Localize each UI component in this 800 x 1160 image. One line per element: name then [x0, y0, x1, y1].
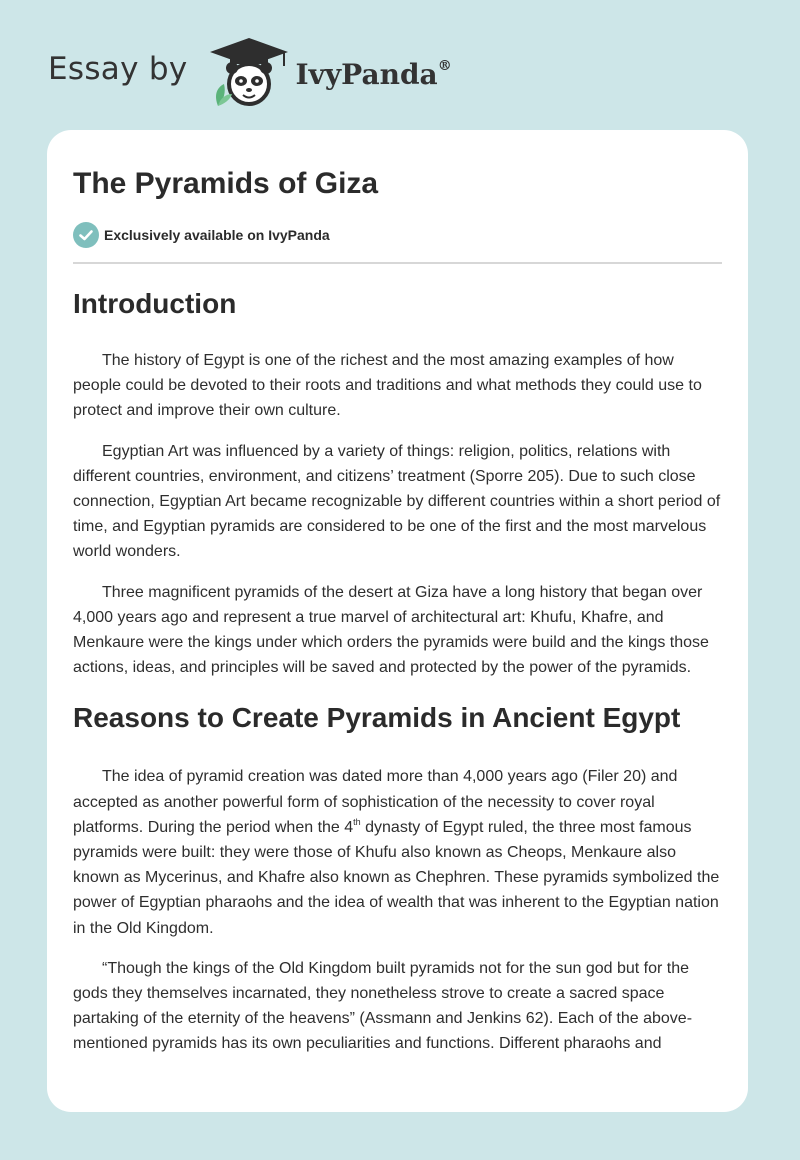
- divider: [73, 262, 722, 264]
- site-header: [48, 36, 452, 108]
- registered-mark: ®: [437, 57, 452, 74]
- essay-card: [47, 130, 748, 1112]
- brand-name: IvyPanda®: [295, 57, 452, 91]
- exclusive-badge: [73, 222, 722, 248]
- paragraph: Egyptian Art was influenced by a variety of things: religion, politics, relations with different countries, environment, and citizens’ treatment (Sporre 205). Due to such close connection, Egyptian Art became recognizable by different countries within a short period of time, and Egyptian pyramids are considered to be one of the first and the most marvelous world wonders.: [73, 442, 721, 561]
- exclusive-badge-text: Exclusively available on IvyPanda: [104, 227, 330, 243]
- essay-by-label: Essay by: [48, 51, 188, 87]
- paragraph: Three magnificent pyramids of the desert at Giza have a long history that began over 4,000 years ago and represent a true marvel of architectural art: Khufu, Khafre, and Menkaure were the kings under which orders the pyramids were build and the kings those actions, ideas, and principles will be saved and protected by the power of the pyramids.: [73, 583, 709, 677]
- section-heading-introduction: Introduction: [73, 288, 237, 319]
- panda-graduate-icon[interactable]: [206, 36, 292, 108]
- paragraph: The idea of pyramid creation was dated more than 4,000 years ago (Filer 20) and accepted as another powerful form of sophistication of the necessity to cover royal platforms. During the period when the 4th dynasty of Egypt ruled, the three most famous pyramids were built: they were those of Khufu also known as Cheops, Menkaure also known as Mycerinus, and Khafre also known as Chephren. These pyramids symbolized the power of Egyptian pharaohs and the idea of wealth that was inherent to the Egyptian nation in the Old Kingdom.: [73, 768, 720, 937]
- section-heading-reasons: Reasons to Create Pyramids in Ancient Egypt: [73, 702, 681, 734]
- page-title: The Pyramids of Giza: [73, 167, 379, 200]
- paragraph: “Though the kings of the Old Kingdom built pyramids not for the sun god but for the gods they themselves incarnated, they nonetheless strove to create a sacred space partaking of the eternity of the heavens” (Assmann and Jenkins 62). Each of the above-mentioned pyramids has its own peculiarities and functions. Different pharaohs and: [73, 959, 693, 1053]
- paragraph: The history of Egypt is one of the richest and the most amazing examples of how people could be devoted to their roots and traditions and what methods they could use to protect and improve their own culture.: [73, 352, 702, 420]
- check-circle-icon: [73, 222, 99, 248]
